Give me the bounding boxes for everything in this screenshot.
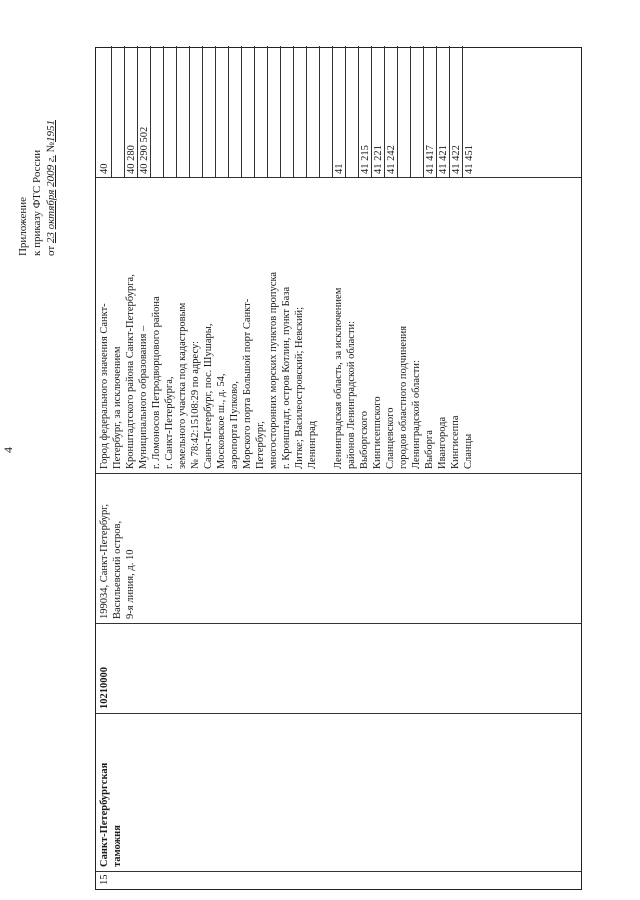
territory-line: Литке; Василеостровский; Невский; — [294, 306, 305, 469]
territory-line: Кингисеппского — [372, 396, 383, 469]
territory-line: районов Ленинградской области: — [346, 320, 357, 469]
customs-address — [96, 474, 137, 623]
okato-code — [189, 46, 202, 177]
territory-line: городов областного подчинения — [398, 325, 409, 469]
page-number: 4 — [1, 447, 15, 453]
territory-line: г. Кронштадт, остров Котлин, пункт База — [281, 286, 292, 469]
address-line: 9-я линия, д. 10 — [125, 549, 136, 619]
okato-code: 41 215 — [358, 46, 371, 177]
okato-code — [293, 46, 306, 177]
okato-code: 40 — [99, 163, 110, 174]
number-prefix: № — [45, 142, 57, 153]
territory-line: Петербург, — [255, 421, 266, 469]
okato-code — [150, 46, 163, 177]
okato-code-cell — [96, 46, 581, 177]
order-number: 1951 — [45, 120, 57, 142]
order-reference: к приказу ФТС России — [31, 149, 43, 257]
address-cell — [96, 473, 581, 623]
row-number: 15 — [99, 874, 110, 885]
territory-line: многосторонних морских пунктов пропуска — [268, 271, 279, 469]
date-month: октября — [45, 189, 57, 230]
territory-line: Ленинград — [307, 420, 318, 469]
okato-code: 41 242 — [384, 46, 397, 177]
territory-line: Московское ш., д. 54, — [216, 373, 227, 469]
okato-code — [280, 46, 293, 177]
customs-name — [96, 714, 124, 871]
okato-code — [397, 46, 410, 177]
okato-code — [202, 46, 215, 177]
order-date-line — [44, 120, 58, 256]
territory-line: Санкт-Петербург, пос. Шушары, — [203, 323, 214, 469]
customs-code: 10210000 — [99, 667, 110, 709]
okato-code: 40 290 502 — [137, 46, 150, 177]
customs-table — [95, 47, 582, 890]
okato-code — [267, 46, 280, 177]
territory-line: земельного участка под кадастровым — [177, 302, 188, 469]
okato-code: 41 451 — [462, 46, 475, 177]
date-day: 23 — [45, 232, 57, 244]
okato-code — [254, 46, 267, 177]
territory-line: Муниципального образования – — [138, 325, 149, 469]
territory-line: № 78:42:15108:29 по адресу: — [190, 341, 201, 469]
territory-line — [319, 181, 332, 469]
customs-name-cell — [96, 713, 581, 871]
territory-line: Ленинградской области: — [411, 360, 422, 469]
customs-name-line: Санкт-Петербургская — [99, 762, 110, 867]
okato-code — [345, 46, 358, 177]
okato-code: 40 280 — [124, 46, 137, 177]
territory-line: Выборгского — [359, 411, 370, 469]
territory-line: Выборга — [424, 430, 435, 469]
address-line: 199034, Санкт-Петербург, — [99, 503, 110, 619]
okato-code — [410, 46, 423, 177]
territory-line: г. Ломоносов Петродворцового района — [151, 296, 162, 469]
okato-code: 41 — [332, 46, 345, 177]
territory-line: Ленинградская область, за исключением — [333, 287, 344, 469]
okato-code-list — [98, 46, 475, 177]
okato-code: 41 422 — [449, 46, 462, 177]
okato-code — [163, 46, 176, 177]
territory-line: Город федерального значения Санкт- — [99, 303, 110, 469]
territory-line: Сланцы — [463, 433, 474, 469]
territory-line: Кингисеппа — [450, 415, 461, 469]
okato-code — [319, 46, 332, 177]
okato-code — [228, 46, 241, 177]
territory-line: Морского порта Большой порт Санкт- — [242, 298, 253, 469]
okato-code — [215, 46, 228, 177]
date-prefix: от — [45, 245, 57, 257]
territory-line: г. Санкт-Петербурга, — [164, 376, 175, 469]
address-line: Васильевский остров, — [112, 520, 123, 619]
okato-code: 41 221 — [371, 46, 384, 177]
okato-code — [111, 46, 124, 177]
territory-line: Петербург, за исключением — [112, 346, 123, 469]
date-year: 2009 — [45, 164, 57, 187]
okato-code: 41 421 — [436, 46, 449, 177]
territory-line: Ивангорода — [437, 416, 448, 469]
date-year-suffix: г. — [45, 155, 57, 163]
appendix-header — [16, 120, 58, 256]
customs-code-cell — [96, 623, 581, 713]
territory-cell — [96, 177, 581, 473]
okato-code — [306, 46, 319, 177]
appendix-title: Приложение — [17, 196, 29, 257]
okato-code: 41 417 — [423, 46, 436, 177]
okato-code — [241, 46, 254, 177]
customs-name-line: таможня — [112, 825, 123, 867]
territory-line: Сланцевского — [385, 407, 396, 469]
territory-list — [96, 178, 475, 473]
territory-line: аэропорта Пулково, — [229, 381, 240, 469]
okato-code — [176, 46, 189, 177]
territory-line: Кронштадтского района Санкт-Петербурга, — [125, 274, 136, 469]
row-number-cell — [96, 871, 581, 889]
